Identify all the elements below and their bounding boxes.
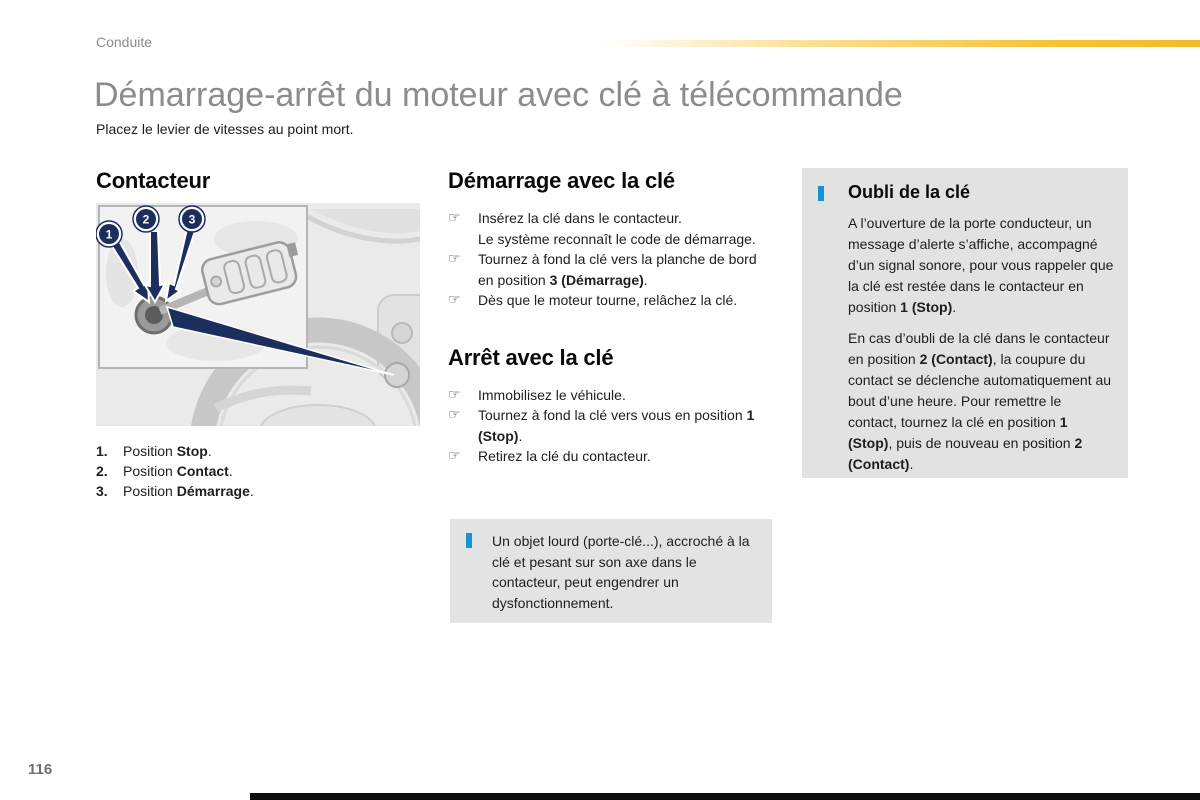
key-left-box (802, 168, 1128, 478)
legend-number: 2. (96, 463, 108, 479)
legend-item (96, 464, 420, 478)
step-item (448, 385, 774, 406)
pointing-hand-icon: ☞ (448, 386, 461, 403)
info-icon (466, 533, 472, 548)
pointing-hand-icon: ☞ (448, 251, 461, 267)
weight-warning-box (450, 519, 772, 623)
pointing-hand-icon: ☞ (448, 292, 461, 308)
legend-number: 3. (96, 483, 108, 499)
dash-ignition-spot (385, 363, 409, 387)
pointing-hand-icon: ☞ (448, 448, 461, 464)
step-item (448, 249, 774, 290)
step-item (448, 290, 774, 311)
step-text: Insérez la clé dans le contacteur. Le système reconnaît le code de démarrage. (478, 210, 756, 247)
contacteur-heading: Contacteur (96, 168, 211, 193)
page-subtitle: Placez le levier de vitesses au point mort. (96, 121, 354, 137)
step-item (448, 446, 774, 467)
badge-1: 1 (105, 227, 113, 242)
breadcrumb: Conduite (96, 34, 153, 50)
page-number: 116 (28, 761, 53, 778)
legend-text: Position Démarrage. (123, 483, 254, 499)
legend-item (96, 484, 420, 498)
stop-heading: Arrêt avec la clé (448, 344, 614, 370)
step-text: Tournez à fond la clé vers la planche de bord en position 3 (Démarrage). (478, 251, 757, 288)
start-heading: Démarrage avec la clé (448, 168, 675, 193)
step-text: Retirez la clé du contacteur. (478, 448, 651, 464)
accent-bar (600, 40, 1200, 47)
step-text: Immobilisez le véhicule. (478, 386, 626, 403)
badge-3: 3 (188, 212, 196, 227)
badge-2: 2 (142, 212, 150, 227)
position-legend (96, 444, 420, 498)
step-text: Tournez à fond la clé vers vous en position 1 (Stop). (478, 407, 755, 444)
step-item (448, 208, 774, 249)
ignition-illustration (96, 203, 420, 426)
weight-warning-text: Un objet lourd (porte-clé...), accroché à la clé et pesant sur son axe dans le contacteur, peut engendrer un dysfonctionnement. (492, 533, 750, 611)
key-left-paragraph: En cas d’oubli de la clé dans le contacteur en position 2 (Contact), la coupure du contact se déclenche automatiquement au bout d’une heure. Pour remettre le contact, tournez la clé en position 1 (Stop), puis de nouveau en position 2 (Contact). (848, 330, 1112, 472)
key-left-paragraph: A l’ouverture de la porte conducteur, un message d’alerte s’affiche, accompagné d’un signal sonore, pour vous rappeler que la clé est restée dans le contacteur en position 1 (Stop). (848, 215, 1114, 315)
start-stop-column (448, 168, 774, 467)
legend-item (96, 444, 420, 458)
pointing-hand-icon: ☞ (448, 407, 461, 423)
step-item (448, 405, 774, 446)
key-left-heading: Oubli de la clé (848, 182, 971, 202)
dash-knob (392, 323, 412, 343)
stop-steps (448, 385, 774, 467)
info-icon (818, 186, 824, 201)
pointing-hand-icon: ☞ (448, 210, 461, 226)
contacteur-section (96, 168, 420, 504)
legend-number: 1. (96, 443, 108, 459)
step-text: Dès que le moteur tourne, relâchez la clé. (478, 292, 738, 308)
bottom-bar (250, 793, 1200, 800)
start-steps (448, 208, 774, 311)
page-title: Démarrage-arrêt du moteur avec clé à télécommande (94, 76, 903, 114)
legend-text: Position Contact. (123, 463, 233, 479)
legend-text: Position Stop. (123, 443, 212, 459)
